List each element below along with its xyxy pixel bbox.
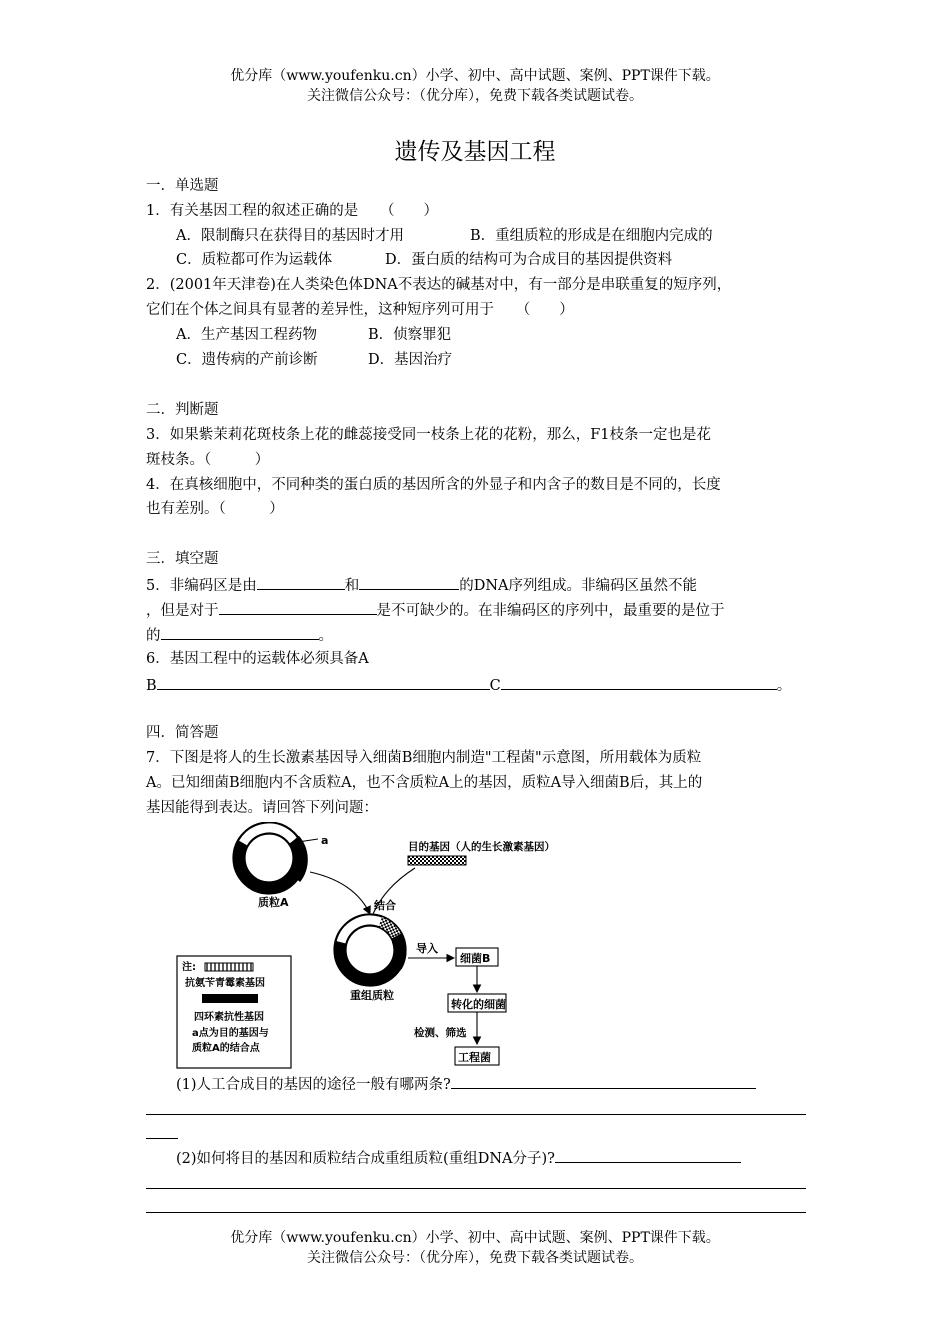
legend-box bbox=[177, 956, 291, 1068]
answer-line-3[interactable] bbox=[146, 1188, 806, 1189]
label-recombinant: 重组质粒 bbox=[350, 989, 394, 1002]
q6-label-b: B bbox=[146, 678, 157, 694]
q5-text-6: 的 bbox=[146, 628, 161, 644]
q6-blank-b[interactable] bbox=[157, 673, 490, 690]
q7-sub-2-blank[interactable] bbox=[555, 1146, 741, 1163]
label-import: 导入 bbox=[416, 942, 438, 955]
q2-option-b: B．侦察罪犯 bbox=[368, 327, 452, 343]
q5-line-1 bbox=[146, 573, 697, 597]
legend-a-label-2: 质粒A的结合点 bbox=[192, 1043, 260, 1054]
header-line-2: 关注微信公众号：（优分库），免费下载各类试题试卷。 bbox=[307, 88, 643, 104]
q7-line-3: 基因能得到表达。请回答下列问题： bbox=[146, 800, 378, 816]
q5-line-3 bbox=[146, 623, 333, 647]
q5-text-7: 。 bbox=[318, 628, 333, 644]
q3-line-1: 3．如果紫茉莉花斑枝条上花的雌蕊接受同一枝条上花的花粉，那么，F1枝条一定也是花 bbox=[146, 427, 712, 443]
q1-option-c: C．质粒都可作为运载体 bbox=[176, 252, 333, 268]
label-combine: 结合 bbox=[374, 899, 396, 912]
header-line-1: 优分库（www.youfenku.cn）小学、初中、高中试题、案例、PPT课件下载。 bbox=[230, 68, 720, 84]
footer-line-1: 优分库（www.youfenku.cn）小学、初中、高中试题、案例、PPT课件下载。 bbox=[230, 1230, 720, 1246]
q4-line-1: 4．在真核细胞中，不同种类的蛋白质的基因所含的外显子和内含子的数目是不同的，长度 bbox=[146, 477, 721, 493]
q6-line-2 bbox=[146, 673, 791, 697]
legend-tet-symbol bbox=[202, 994, 258, 1003]
q6-label-c: C bbox=[489, 678, 501, 694]
q5-text-1: 5．非编码区是由 bbox=[146, 578, 257, 594]
plasmid-a bbox=[228, 822, 310, 899]
q1-option-d: D．蛋白质的结构可为合成目的基因提供资料 bbox=[385, 252, 673, 268]
q2-line-1: 2．(2001年天津卷)在人类染色体DNA不表达的碱基对中，有一部分是串联重复的短序列， bbox=[146, 277, 732, 293]
label-target-gene: 目的基因（人的生长激素基因） bbox=[408, 841, 555, 853]
q1-option-a: A．限制酶只在获得目的基因时才用 bbox=[176, 228, 404, 244]
q5-blank-2[interactable] bbox=[359, 573, 459, 590]
q1-option-b: B．重组质粒的形成是在细胞内完成的 bbox=[470, 228, 713, 244]
q5-text-4: ，但是对于 bbox=[146, 603, 219, 619]
label-bacteria-b: 细菌B bbox=[460, 952, 491, 965]
section-fill-blank: 三．填空题 bbox=[146, 551, 219, 567]
legend-amp-symbol bbox=[205, 963, 253, 971]
legend-title: 注: bbox=[182, 962, 196, 973]
q2-line-2: 它们在个体之间具有显著的差异性，这种短序列可用于 （ ） bbox=[146, 302, 574, 318]
q5-blank-4[interactable] bbox=[161, 623, 319, 640]
q7-line-1: 7．下图是将人的生长激素基因导入细菌B细胞内制造"工程菌"示意图，所用载体为质粒 bbox=[146, 750, 702, 766]
arrow-plasmid-to-combine bbox=[310, 872, 370, 914]
section-judgement: 二．判断题 bbox=[146, 402, 219, 418]
label-transformed: 转化的细菌 bbox=[451, 998, 506, 1011]
legend-tet-label: 四环素抗性基因 bbox=[194, 1012, 264, 1023]
q7-sub-2 bbox=[176, 1146, 741, 1170]
q6-blank-c[interactable] bbox=[501, 673, 777, 690]
q1-stem: 1．有关基因工程的叙述正确的是 （ ） bbox=[146, 203, 438, 219]
q2-option-a: A．生产基因工程药物 bbox=[176, 327, 317, 343]
recombinant-plasmid bbox=[328, 908, 413, 993]
q5-blank-3[interactable] bbox=[219, 598, 377, 615]
footer-line-2: 关注微信公众号：（优分库），免费下载各类试题试卷。 bbox=[307, 1250, 643, 1266]
label-a: a bbox=[321, 834, 329, 847]
answer-line-4[interactable] bbox=[146, 1212, 806, 1213]
q7-sub-1-blank[interactable] bbox=[451, 1072, 756, 1089]
q5-line-2 bbox=[146, 598, 725, 622]
q7-sub-1-text: (1)人工合成目的基因的途径一般有哪两条? bbox=[176, 1077, 451, 1093]
legend-a-label-1: a点为目的基因与 bbox=[192, 1028, 269, 1039]
genetic-engineering-diagram bbox=[170, 822, 600, 1072]
q5-text-3: 的DNA序列组成。非编码区虽然不能 bbox=[459, 578, 698, 594]
answer-line-2[interactable] bbox=[146, 1138, 178, 1139]
q3-line-2: 斑枝条。（ ） bbox=[146, 452, 270, 468]
label-screening: 检测、筛选 bbox=[414, 1027, 467, 1039]
q6-end: 。 bbox=[776, 678, 792, 694]
legend-amp-label: 抗氨苄青霉素基因 bbox=[185, 978, 265, 989]
q5-blank-1[interactable] bbox=[257, 573, 345, 590]
q5-text-5: 是不可缺少的。在非编码区的序列中，最重要的是位于 bbox=[376, 603, 725, 619]
q4-line-2: 也有差别。（ ） bbox=[146, 501, 284, 517]
target-gene-segment bbox=[408, 856, 466, 865]
label-engineered: 工程菌 bbox=[458, 1051, 491, 1064]
q7-line-2: A。已知细菌B细胞内不含质粒A，也不含质粒A上的基因，质粒A导入细菌B后，其上的 bbox=[146, 775, 703, 791]
q6-line-1: 6．基因工程中的运载体必须具备A bbox=[146, 651, 369, 667]
section-single-choice: 一．单选题 bbox=[146, 178, 219, 194]
q5-text-2: 和 bbox=[344, 578, 360, 594]
q2-option-c: C．遗传病的产前诊断 bbox=[176, 352, 318, 368]
answer-line-1[interactable] bbox=[146, 1114, 806, 1115]
label-plasmid-a: 质粒A bbox=[258, 896, 289, 909]
page-title: 遗传及基因工程 bbox=[394, 139, 556, 165]
section-short-answer: 四．简答题 bbox=[146, 725, 219, 741]
q7-sub-2-text: (2)如何将目的基因和质粒结合成重组质粒(重组DNA分子)? bbox=[176, 1151, 555, 1167]
q2-option-d: D．基因治疗 bbox=[368, 352, 453, 368]
q7-sub-1 bbox=[176, 1072, 756, 1096]
